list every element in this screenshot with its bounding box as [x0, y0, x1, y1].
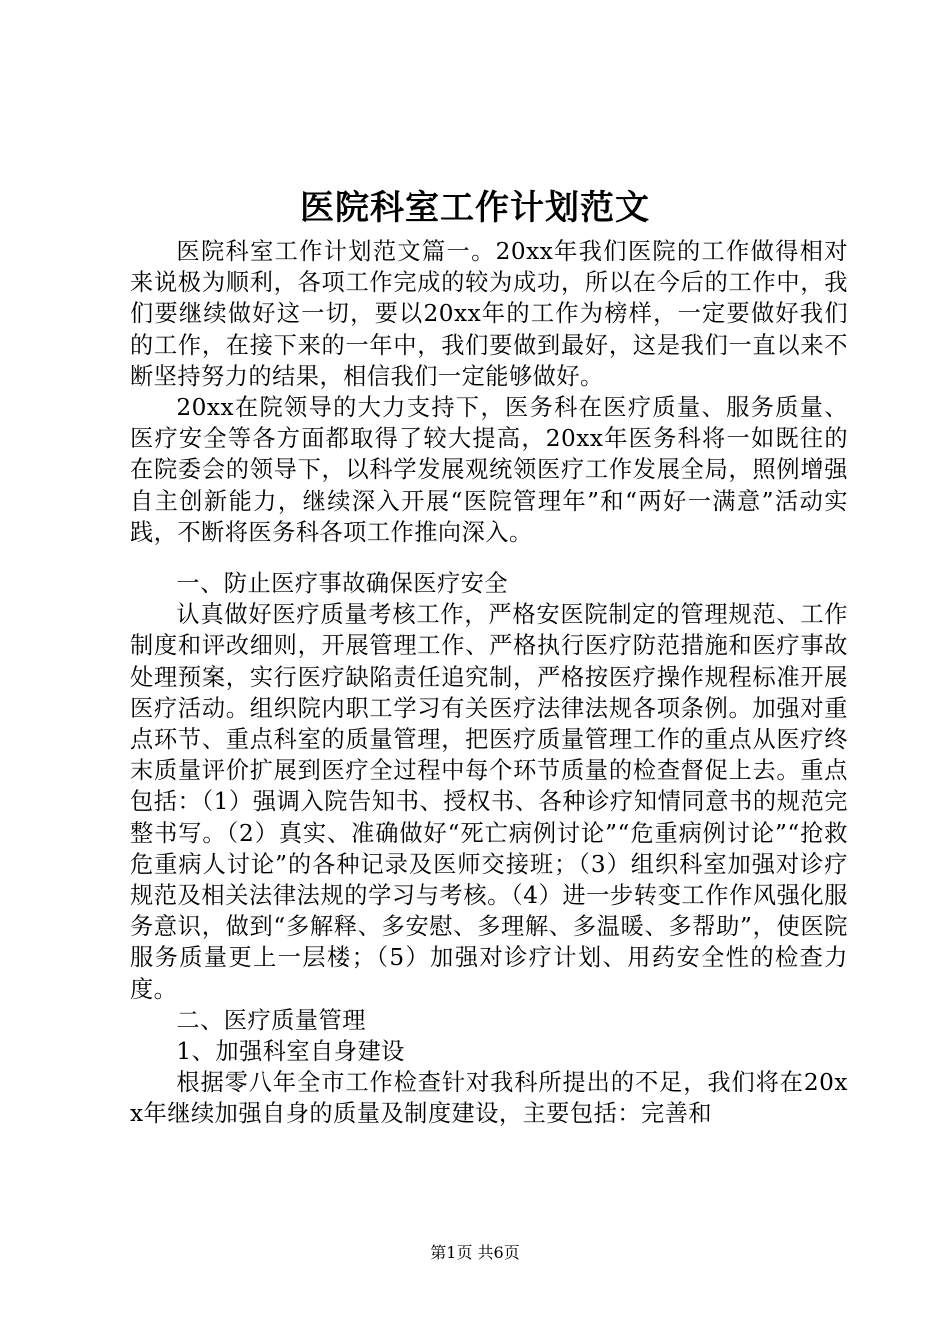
- paragraph-construction: 根据零八年全市工作检查针对我科所提出的不足，我们将在20xx年继续加强自身的质量及制度建设，主要包括：完善和: [130, 1069, 848, 1128]
- paragraph-safety: 认真做好医疗质量考核工作，严格安医院制定的管理规范、工作制度和评改细则，开展管理工作、严格执行医疗防范措施和医疗事故处理预案，实行医疗缺陷责任追究制，严格按医疗操作规程标准开展医疗活动。组织院内职工学习有关医疗法律法规各项条例。加强对重点环节、重点科室的质量管理，把医疗质量管理工作的重点从医疗终末质量评价扩展到医疗全过程中每个环节质量的检查督促上去。重点包括：（1）强调入院告知书、授权书、各种诊疗知情同意书的规范完整书写。（2）真实、准确做好“死亡病例讨论”“危重病例讨论”“抢救危重病人讨论”的各种记录及医师交接班；（3）组织科室加强对诊疗规范及相关法律法规的学习与考核。（4）进一步转变工作作风强化服务意识，做到“多解释、多安慰、多理解、多温暖、多帮助”，使医院服务质量更上一层楼；（5）加强对诊疗计划、用药安全性的检查力度。: [130, 601, 848, 1003]
- section-heading-1: 一、防止医疗事故确保医疗安全: [176, 570, 509, 598]
- document-body: [130, 236, 848, 1130]
- section-heading-2: 二、医疗质量管理: [176, 1006, 366, 1034]
- subsection-heading-1: 1、加强科室自身建设: [176, 1038, 405, 1066]
- paragraph-intro: 医院科室工作计划范文篇一。20xx年我们医院的工作做得相对来说极为顺利，各项工作完成的较为成功，所以在今后的工作中，我们要继续做好这一切，要以20xx年的工作为榜样，一定要做好我们的工作，在接下来的一年中，我们要做到最好，这是我们一直以来不断坚持努力的结果，相信我们一定能够做好。: [130, 238, 848, 390]
- paragraph-overview: 20xx在院领导的大力支持下，医务科在医疗质量、服务质量、医疗安全等各方面都取得了较大提高，20xx年医务科将一如既往的在院委会的领导下，以科学发展观统领医疗工作发展全局，照例增强自主创新能力，继续深入开展“医院管理年”和“两好一满意”活动实践，不断将医务科各项工作推向深入。: [130, 394, 848, 546]
- page-indicator: 第1页 共6页: [430, 1243, 520, 1262]
- document-title: 医院科室工作计划范文: [300, 188, 650, 228]
